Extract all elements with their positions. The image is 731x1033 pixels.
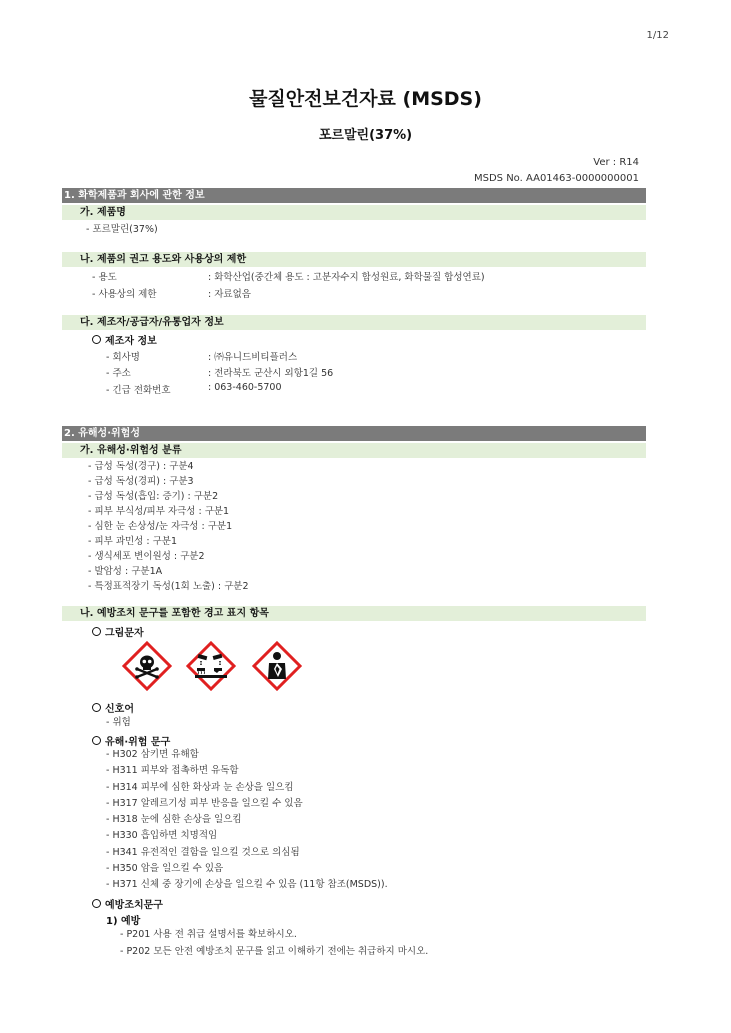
hazard-statements-head: 유해·위험 문구 (92, 733, 170, 748)
list-item: - H371 신체 중 장기에 손상을 일으킬 수 있음 (11항 참조(MSDS)). (106, 879, 388, 891)
address-key: - 주소 (106, 368, 131, 379)
version-label: Ver : R14 (593, 157, 639, 168)
section-2b-header: 나. 예방조치 문구를 포함한 경고 표지 항목 (62, 606, 646, 621)
product-subtitle: 포르말린(37%) (318, 128, 413, 143)
signal-word: - 위험 (106, 717, 131, 728)
address-value: : 전라북도 군산시 외항1길 56 (208, 368, 334, 379)
list-item: - 급성 독성(경구) : 구분4 (88, 461, 194, 472)
list-item: - 특정표적장기 독성(1회 노출) : 구분2 (88, 581, 249, 592)
manufacturer-info-head: 제조자 정보 (92, 332, 157, 347)
list-item: - H311 피부와 접촉하면 유독함 (106, 765, 239, 777)
page-number: 1/12 (646, 30, 669, 41)
section-2-header: 2. 유해성·위험성 (62, 426, 646, 441)
use-key: - 용도 (92, 272, 117, 283)
section-2a-header: 가. 유해성·위험성 분류 (62, 443, 646, 458)
health-hazard-icon (252, 641, 302, 695)
use-value: : 화학산업(중간체 용도 : 고분자수지 합성원료, 화학물질 합성연료) (208, 272, 485, 283)
list-item: - P202 모든 안전 예방조치 문구를 읽고 이해하기 전에는 취급하지 마시오. (120, 946, 429, 957)
emergency-phone-value: : 063-460-5700 (208, 382, 282, 393)
section-1a-header: 가. 제품명 (62, 205, 646, 220)
emergency-phone-key: - 긴급 전화번호 (106, 385, 171, 396)
section-1-header: 1. 화학제품과 회사에 관한 정보 (62, 188, 646, 203)
document-title: 물질안전보건자료 (MSDS) (249, 88, 482, 110)
classification-list (88, 460, 249, 595)
signal-word-head: 신호어 (92, 700, 134, 715)
list-item: - H302 삼키면 유해함 (106, 749, 199, 760)
list-item: - H341 유전적인 결함을 일으킬 것으로 의심됨 (106, 846, 300, 858)
list-item: - 피부 과민성 : 구분1 (88, 536, 177, 547)
list-item: - 심한 눈 손상성/눈 자극성 : 구분1 (88, 521, 233, 532)
section-1c-header: 다. 제조자/공급자/유통업자 정보 (62, 315, 646, 330)
list-item: - H317 알레르기성 피부 반응을 일으킬 수 있음 (106, 797, 303, 809)
precaution-head: 예방조치문구 (92, 896, 163, 911)
pictogram-head: 그림문자 (92, 624, 144, 639)
msds-number: MSDS No. AA01463-0000000001 (474, 173, 639, 184)
hazard-statements-list (106, 748, 388, 895)
list-item: - H350 암을 일으킬 수 있음 (106, 863, 224, 875)
corrosion-icon (186, 641, 236, 695)
restriction-key: - 사용상의 제한 (92, 289, 157, 300)
list-item: - 피부 부식성/피부 자극성 : 구분1 (88, 506, 230, 517)
section-1b-header: 나. 제품의 권고 용도와 사용상의 제한 (62, 252, 646, 267)
list-item: - 생식세포 변이원성 : 구분2 (88, 551, 205, 562)
list-item: - H330 흡입하면 치명적임 (106, 830, 218, 842)
list-item: - 발암성 : 구분1A (88, 566, 163, 577)
skull-crossbones-icon (122, 641, 172, 695)
list-item: - 급성 독성(경피) : 구분3 (88, 476, 194, 487)
prevention-head: 1) 예방 (106, 916, 141, 927)
company-key: - 회사명 (106, 352, 140, 363)
restriction-value: : 자료없음 (208, 289, 251, 300)
list-item: - P201 사용 전 취급 설명서를 확보하시오. (120, 929, 297, 940)
product-name: - 포르말린(37%) (86, 224, 158, 235)
list-item: - 급성 독성(흡입: 증기) : 구분2 (88, 491, 219, 502)
company-value: : ㈜유니드비티플러스 (208, 352, 298, 363)
list-item: - H314 피부에 심한 화상과 눈 손상을 일으킴 (106, 781, 294, 793)
list-item: - H318 눈에 심한 손상을 일으킴 (106, 814, 242, 826)
